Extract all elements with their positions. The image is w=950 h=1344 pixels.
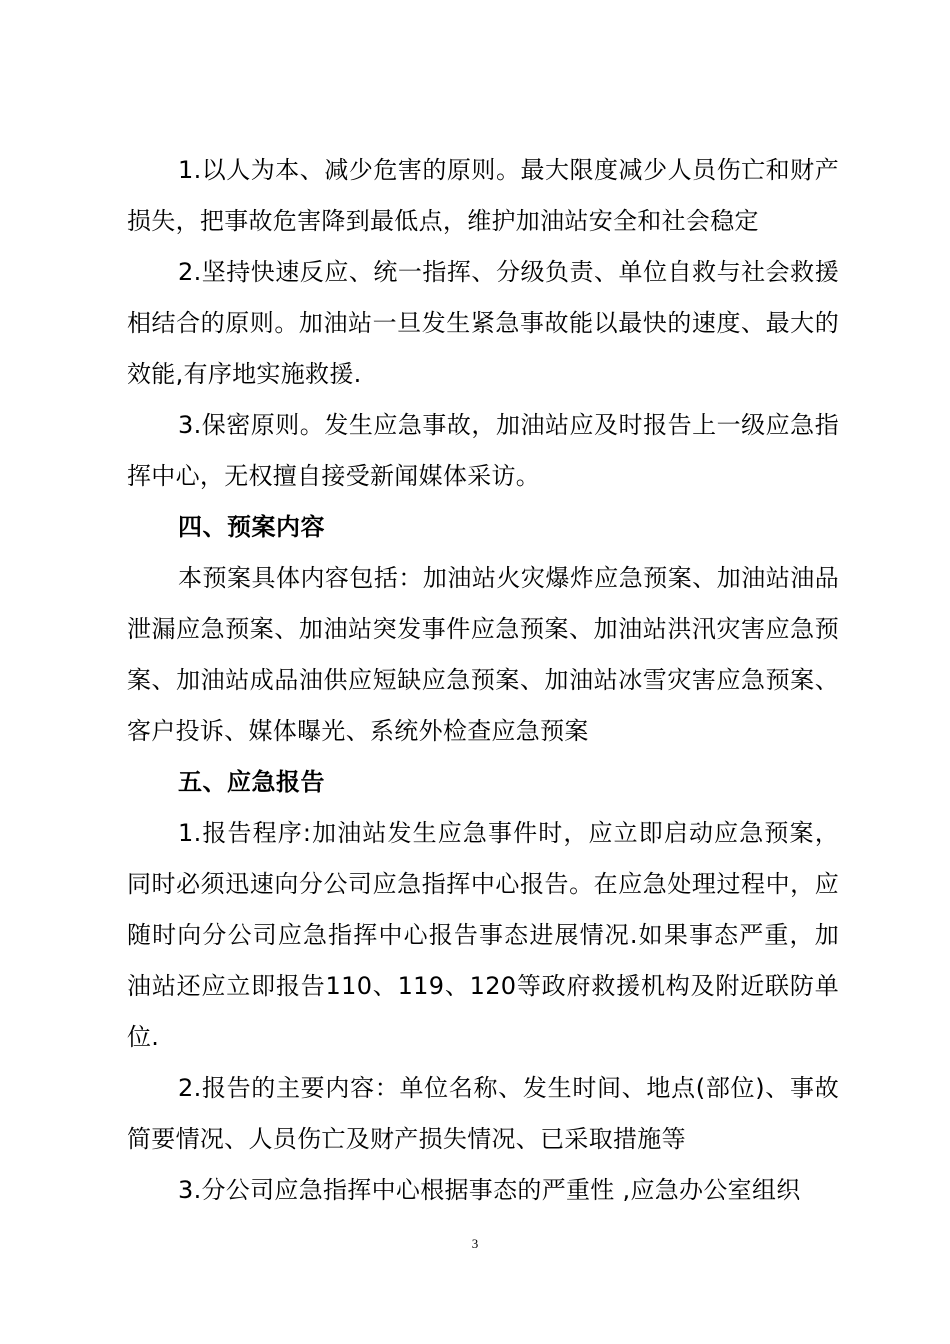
section-heading-emergency-report: 五、应急报告 [178,768,325,796]
report-paragraph-2: 2.报告的主要内容：单位名称、发生时间、地点(部位)、事故简要情况、人员伤亡及财产损失情况、已采取措施等 [127,1074,839,1153]
principle-paragraph-3: 3.保密原则。发生应急事故，加油站应及时报告上一级应急指挥中心，无权擅自接受新闻媒体采访。 [127,411,839,490]
plan-content-paragraph: 本预案具体内容包括：加油站火灾爆炸应急预案、加油站油品泄漏应急预案、加油站突发事件应急预案、加油站洪汛灾害应急预案、加油站成品油供应短缺应急预案、加油站冰雪灾害应急预案、客户投诉、媒体曝光、系统外检查应急预案 [127,564,839,745]
page-number: 3 [471,1236,479,1251]
principle-paragraph-1: 1.以人为本、减少危害的原则。最大限度减少人员伤亡和财产损失，把事故危害降到最低点，维护加油站安全和社会稳定 [127,156,839,235]
report-paragraph-1: 1.报告程序:加油站发生应急事件时，应立即启动应急预案，同时必须迅速向分公司应急指挥中心报告。在应急处理过程中，应随时向分公司应急指挥中心报告事态进展情况.如果事态严重，加油站还应立即报告110、119、120等政府救援机构及附近联防单位. [127,819,839,1051]
report-paragraph-3: 3.分公司应急指挥中心根据事态的严重性 ,应急办公室组织 [178,1176,801,1204]
section-heading-plan-content: 四、预案内容 [178,513,325,541]
principle-paragraph-2: 2.坚持快速反应、统一指挥、分级负责、单位自救与社会救援相结合的原则。加油站一旦发生紧急事故能以最快的速度、最大的效能,有序地实施救援. [127,258,839,388]
